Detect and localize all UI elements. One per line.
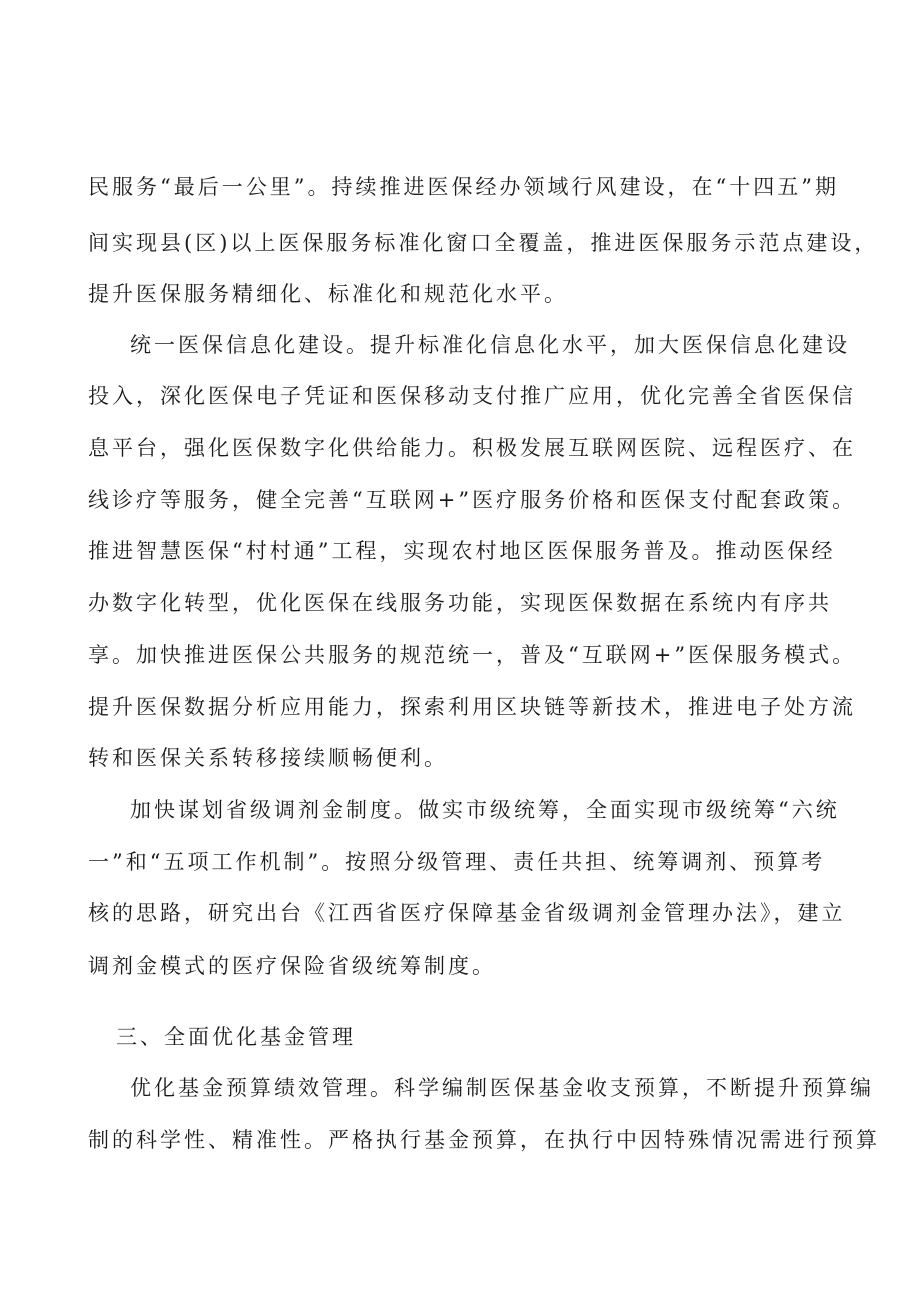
paragraph-line: 线诊疗等服务，健全完善“互联网+”医疗服务价格和医保支付配套政策。	[88, 488, 857, 512]
paragraph-line: 制的科学性、精准性。严格执行基金预算，在执行中因特殊情况需进行预算	[88, 1128, 880, 1152]
paragraph-line: 提升医保服务精细化、标准化和规范化水平。	[88, 282, 568, 306]
paragraph-line: 间实现县(区)以上医保服务标准化窗口全覆盖，推进医保服务示范点建设，	[88, 231, 879, 255]
paragraph-line: 统一医保信息化建设。提升标准化信息化水平，加大医保信息化建设	[130, 333, 850, 357]
paragraph-line: 投入，深化医保电子凭证和医保移动支付推广应用，优化完善全省医保信	[88, 384, 856, 408]
paragraph-line: 推进智慧医保“村村通”工程，实现农村地区医保服务普及。推动医保经	[88, 539, 836, 563]
paragraph-line: 民服务“最后一公里”。持续推进医保经办领域行风建设，在“十四五”期	[88, 175, 839, 199]
paragraph-line: 优化基金预算绩效管理。科学编制医保基金收支预算，不断提升预算编	[130, 1076, 874, 1100]
paragraph-line: 享。加快推进医保公共服务的规范统一，普及“互联网+”医保服务模式。	[88, 643, 857, 667]
paragraph-line: 核的思路，研究出台《江西省医疗保障基金省级调剂金管理办法》，建立	[88, 901, 846, 925]
paragraph-line: 息平台，强化医保数字化供给能力。积极发展互联网医院、远程医疗、在	[88, 436, 856, 460]
paragraph-line: 调剂金模式的医疗保险省级统筹制度。	[88, 954, 496, 978]
paragraph-line: 转和医保关系转移接续顺畅便利。	[88, 746, 448, 770]
paragraph-line: 办数字化转型，优化医保在线服务功能，实现医保数据在系统内有序共	[88, 591, 832, 615]
paragraph-line: 加快谋划省级调剂金制度。做实市级统筹，全面实现市级统筹“六统	[130, 798, 840, 822]
section-heading: 三、全面优化基金管理	[116, 1025, 356, 1049]
paragraph-line: 一”和“五项工作机制”。按照分级管理、责任共担、统筹调剂、预算考	[88, 850, 826, 874]
paragraph-line: 提升医保数据分析应用能力，探索利用区块链等新技术，推进电子处方流	[88, 695, 856, 719]
